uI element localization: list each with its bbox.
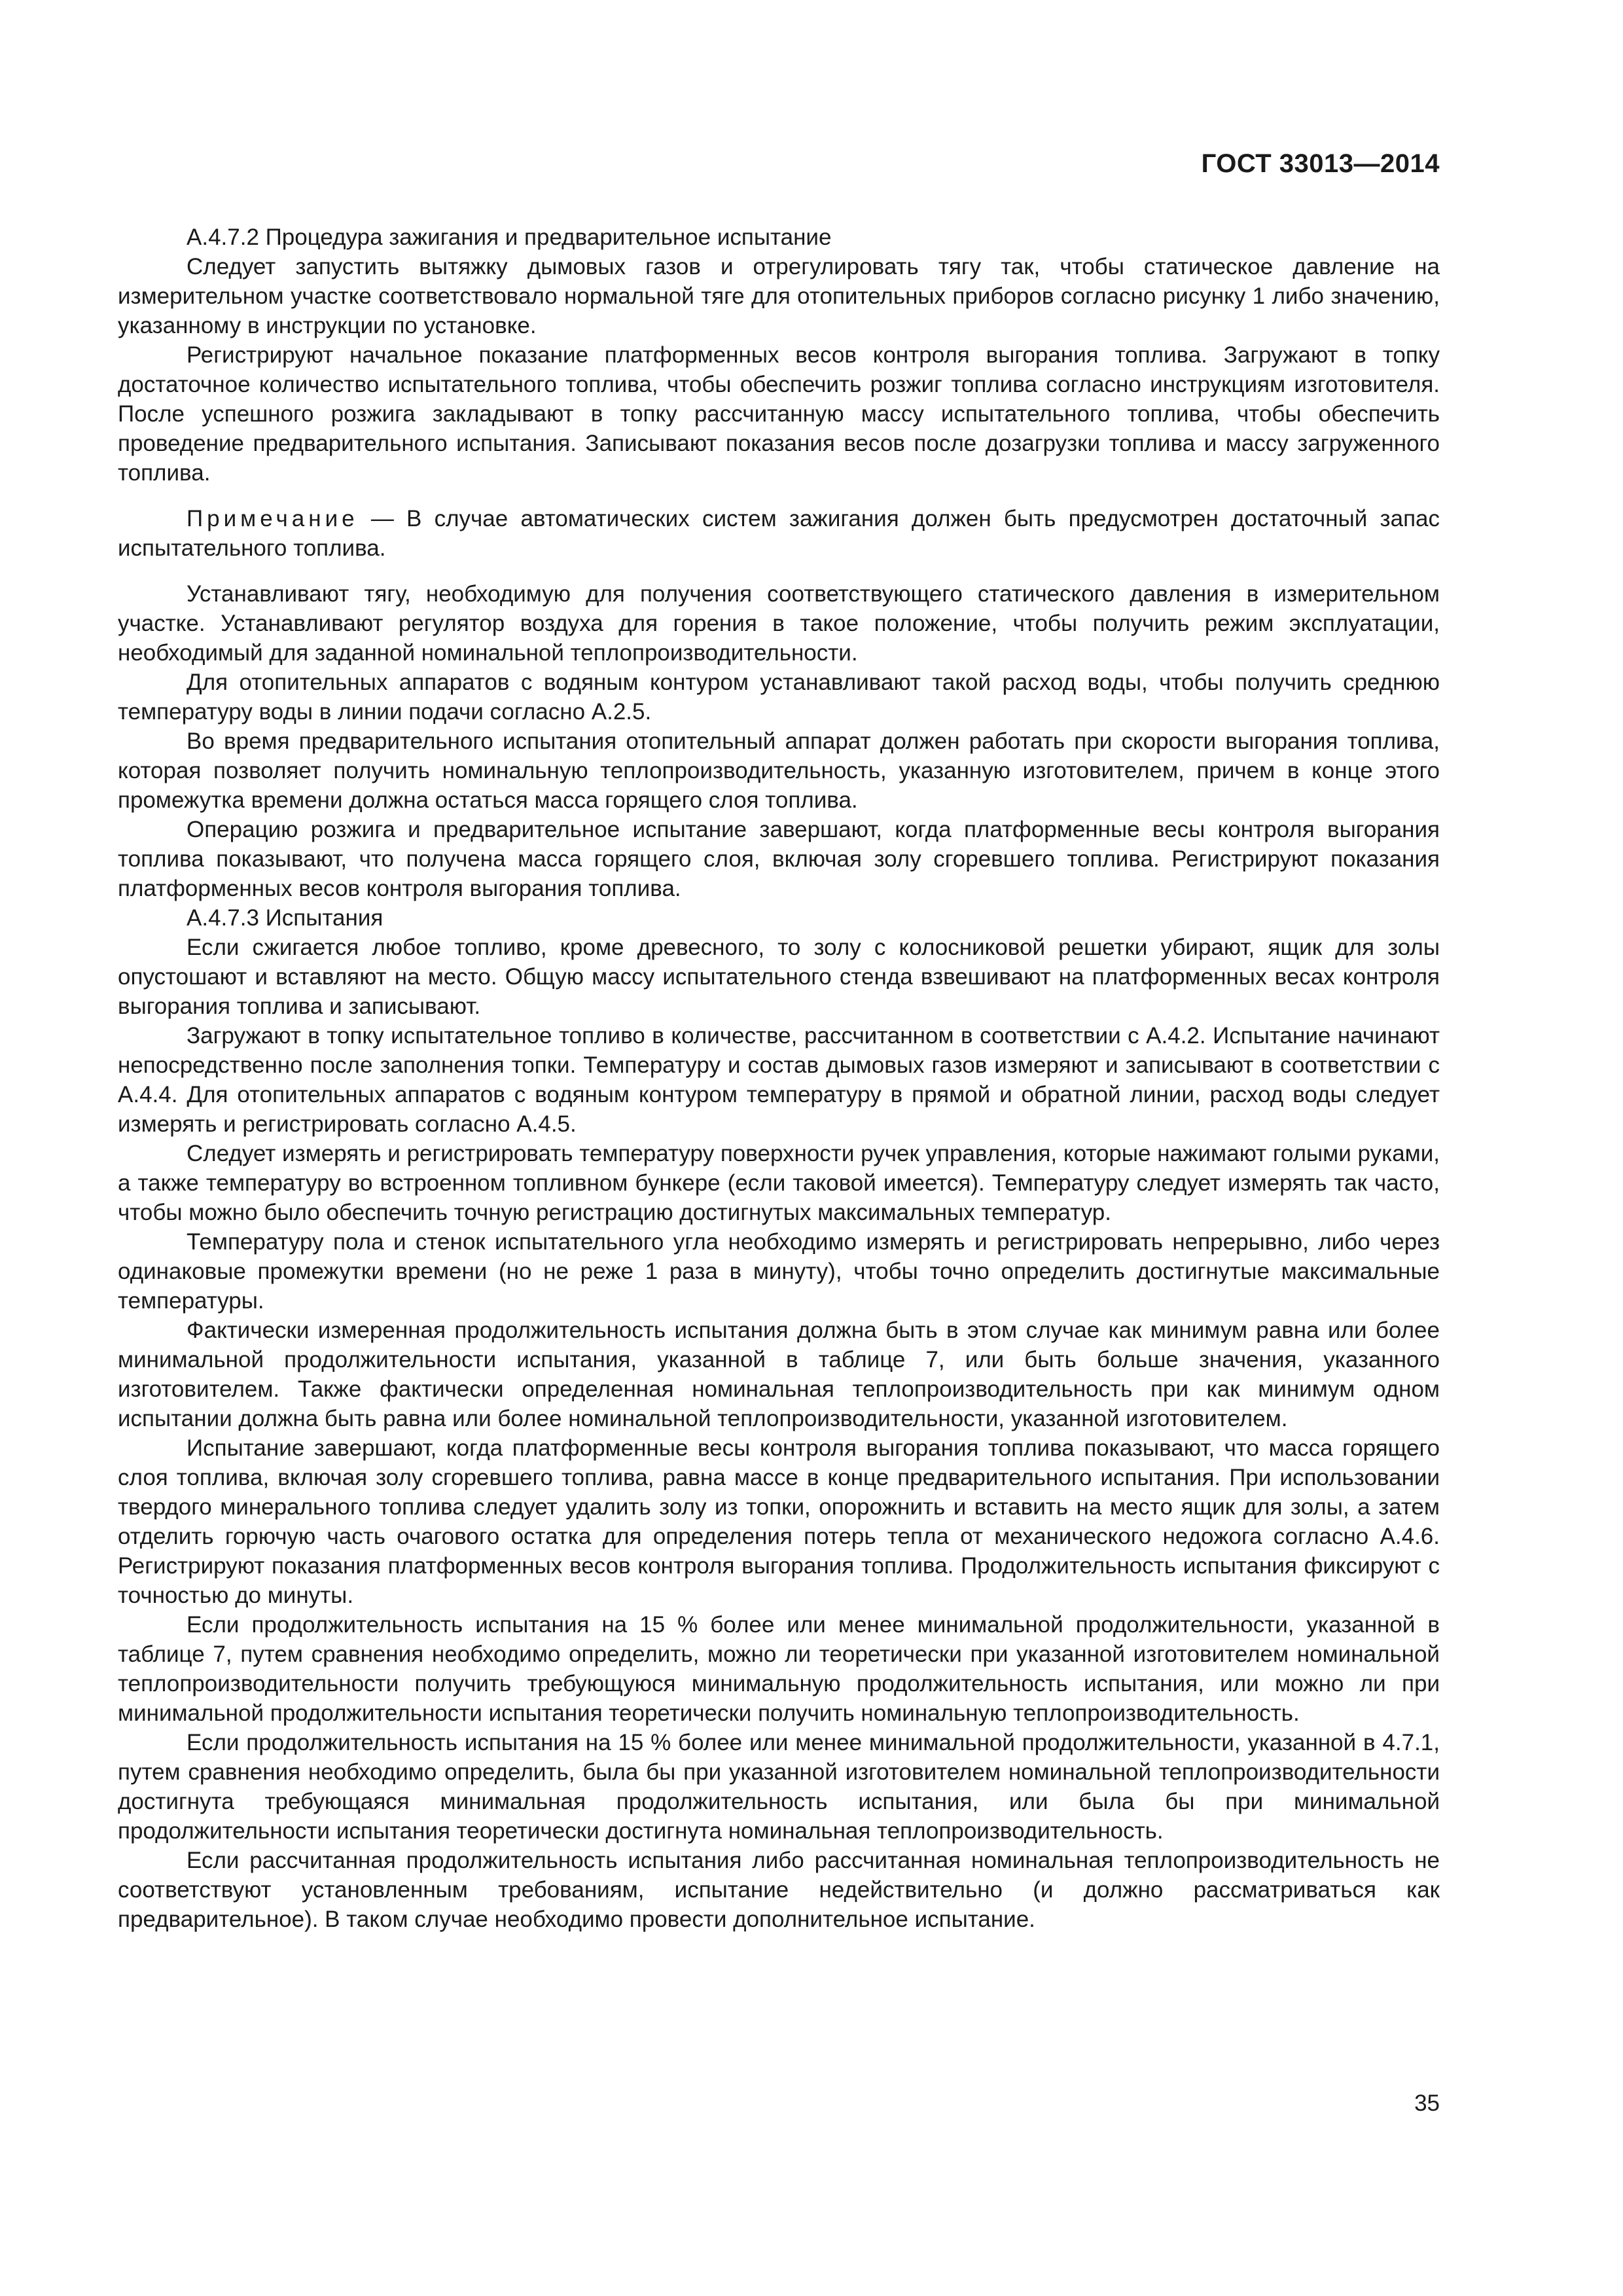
section-heading: А.4.7.3 Испытания: [187, 905, 383, 931]
page-number: 35: [1414, 2090, 1440, 2116]
body-paragraph: Если сжигается любое топливо, кроме древесного, то золу с колосниковой решетки убирают, ящик для золы опустошают и вставляют на место. Общую массу испытательного стенда взвешивают на платформенных весах контроля выгорания топлива и записывают.: [118, 935, 1440, 1019]
body-paragraph: Загружают в топку испытательное топливо в количестве, рассчитанном в соответствии с А.4.2. Испытание начинают непосредственно после заполнения топки. Температуру и состав дымовых газов измеряют и записывают в соответствии с А.4.4. Для отопительных аппаратов с водяным контуром температуру в прямой и обратной линии, расход воды следует измерять и регистрировать согласно А.4.5.: [118, 1023, 1440, 1137]
body-paragraph: Если продолжительность испытания на 15 % более или менее минимальной продолжительности, указанной в таблице 7, путем сравнения необходимо определить, можно ли теоретически при указанной изготовителем номинальной теплопроизводительности получить требующуюся минимальную продолжительность испытания, или можно ли при минимальной продолжительности испытания теоретически получить номинальную теплопроизводительность.: [118, 1612, 1440, 1726]
document-body: [118, 223, 1440, 1934]
body-paragraph: Следует измерять и регистрировать температуру поверхности ручек управления, которые нажимают голыми руками, а также температуру во встроенном топливном бункере (если таковой имеется). Температуру следует измерять так часто, чтобы можно было обеспечить точную регистрацию достигнутых максимальных температур.: [118, 1141, 1440, 1225]
body-paragraph: Если продолжительность испытания на 15 % более или менее минимальной продолжительности, указанной в 4.7.1, путем сравнения необходимо определить, была бы при указанной изготовителем номинальной теплопроизводительности достигнута требующаяся минимальная продолжительность испытания, или была бы при минимальной продолжительности испытания теоретически достигнута номинальная теплопроизводительность.: [118, 1730, 1440, 1844]
body-paragraph: Во время предварительного испытания отопительный аппарат должен работать при скорости выгорания топлива, которая позволяет получить номинальную теплопроизводительность, указанную изготовителем, причем в конце этого промежутка времени должна остаться масса горящего слоя топлива.: [118, 728, 1440, 813]
note-text: — В случае автоматических систем зажигания должен быть предусмотрен достаточный запас испытательного топлива.: [118, 506, 1440, 561]
body-paragraph: Для отопительных аппаратов с водяным контуром устанавливают такой расход воды, чтобы получить среднюю температуру воды в линии подачи согласно А.2.5.: [118, 670, 1440, 725]
body-paragraph: Устанавливают тягу, необходимую для получения соответствующего статического давления в измерительном участке. Устанавливают регулятор воздуха для горения в такое положение, чтобы получить режим эксплуатации, необходимый для заданной номинальной теплопроизводительности.: [118, 581, 1440, 666]
body-paragraph: Испытание завершают, когда платформенные весы контроля выгорания топлива показывают, что масса горящего слоя топлива, включая золу сгоревшего топлива, равна массе в конце предварительного испытания. При использовании твердого минерального топлива следует удалить золу из топки, опорожнить и вставить на место ящик для золы, а затем отделить горючую часть очагового остатка для определения потерь тепла от механического недожога согласно А.4.6. Регистрируют показания платформенных весов контроля выгорания топлива. Продолжительность испытания фиксируют с точностью до минуты.: [118, 1435, 1440, 1608]
body-paragraph: Регистрируют начальное показание платформенных весов контроля выгорания топлива. Загружают в топку достаточное количество испытательного топлива, чтобы обеспечить розжиг топлива согласно инструкциям изготовителя. После успешного розжига закладывают в топку рассчитанную массу испытательного топлива, чтобы обеспечить проведение предварительного испытания. Записывают показания весов после дозагрузки топлива и массу загруженного топлива.: [118, 342, 1440, 486]
note-label: Примечание: [187, 506, 359, 531]
body-paragraph: Фактически измеренная продолжительность испытания должна быть в этом случае как минимум равна или более минимальной продолжительности испытания, указанной в таблице 7, или быть больше значения, указанного изготовителем. Также фактически определенная номинальная теплопроизводительность при как минимум одном испытании должна быть равна или более номинальной теплопроизводительности, указанной изготовителем.: [118, 1318, 1440, 1431]
body-paragraph: Операцию розжига и предварительное испытание завершают, когда платформенные весы контроля выгорания топлива показывают, что получена масса горящего слоя, включая золу сгоревшего топлива. Регистрируют показания платформенных весов контроля выгорания топлива.: [118, 817, 1440, 901]
section-heading: А.4.7.2 Процедура зажигания и предварительное испытание: [187, 224, 832, 250]
body-paragraph: Следует запустить вытяжку дымовых газов и отрегулировать тягу так, чтобы статическое давление на измерительном участке соответствовало нормальной тяге для отопительных приборов согласно рисунку 1 либо значению, указанному в инструкции по установке.: [118, 254, 1440, 338]
standard-header: ГОСТ 33013—2014: [1201, 149, 1440, 178]
body-paragraph: Температуру пола и стенок испытательного угла необходимо измерять и регистрировать непрерывно, либо через одинаковые промежутки времени (но не реже 1 раза в минуту), чтобы точно определить достигнутые максимальные температуры.: [118, 1229, 1440, 1314]
note-paragraph: [118, 504, 1440, 563]
body-paragraph: Если рассчитанная продолжительность испытания либо рассчитанная номинальная теплопроизводительность не соответствуют установленным требованиям, испытание недействительно (и должно рассматриваться как предварительное). В таком случае необходимо провести дополнительное испытание.: [118, 1848, 1440, 1932]
